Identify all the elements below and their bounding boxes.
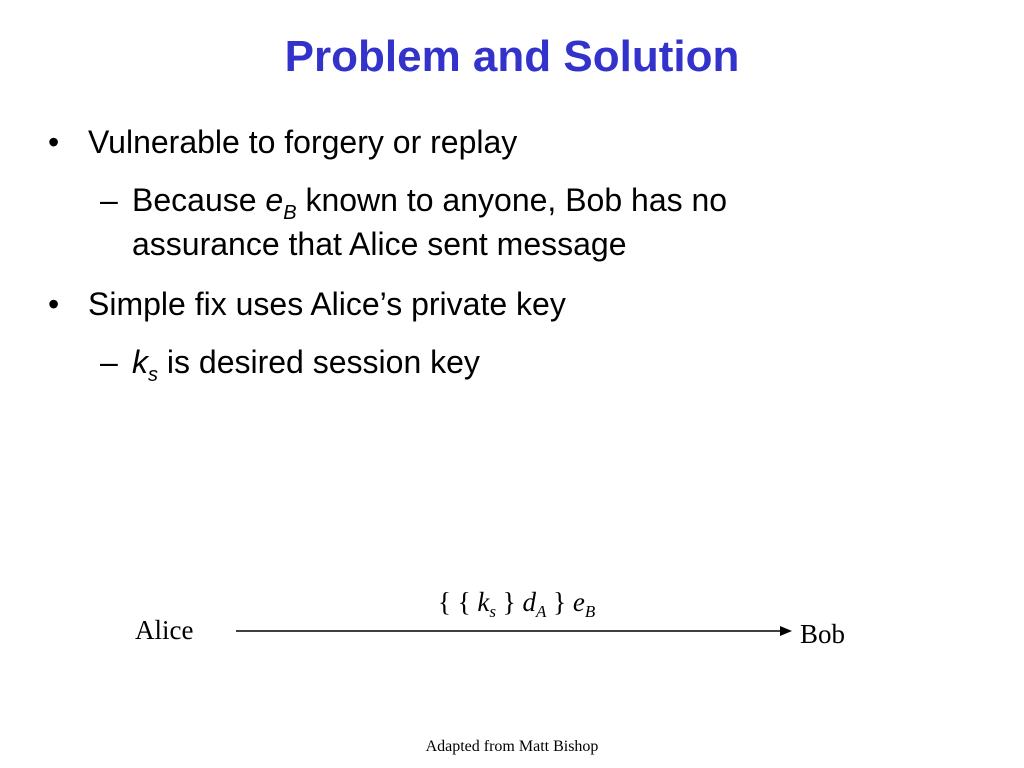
k-subscript: s	[489, 602, 497, 621]
footer-credit: Adapted from Matt Bishop	[425, 738, 599, 755]
dash-marker: –	[100, 182, 118, 218]
e-subscript: B	[584, 602, 596, 621]
brace-mid: }	[496, 587, 523, 617]
sub-bullet-post: is desired session key	[158, 344, 480, 380]
bullet-text: Simple fix uses Alice’s private key	[88, 286, 566, 322]
bullet-marker: •	[48, 124, 60, 160]
dash-marker: –	[100, 344, 118, 380]
d-symbol: d	[522, 587, 536, 617]
brace-close: }	[546, 587, 573, 617]
var-e: e	[265, 182, 284, 218]
sub-bullet-pre: Because	[132, 182, 266, 218]
var-k: k	[132, 344, 148, 380]
sub-bullet-post: known to anyone, Bob has no	[296, 182, 728, 218]
brace-open: { {	[438, 587, 478, 617]
d-subscript: A	[536, 602, 547, 621]
arrow-head	[780, 626, 792, 636]
bob-label: Bob	[800, 619, 846, 649]
bullet-text: Vulnerable to forgery or replay	[88, 124, 518, 160]
slide-title: Problem and Solution	[284, 32, 740, 81]
e-symbol: e	[572, 587, 585, 617]
alice-label: Alice	[135, 615, 194, 645]
var-k-subscript: s	[148, 364, 158, 386]
var-e-subscript: B	[283, 202, 297, 224]
sub-bullet-line-2: assurance that Alice sent message	[132, 226, 627, 262]
bullet-marker: •	[48, 286, 60, 322]
k-symbol: k	[477, 587, 490, 617]
